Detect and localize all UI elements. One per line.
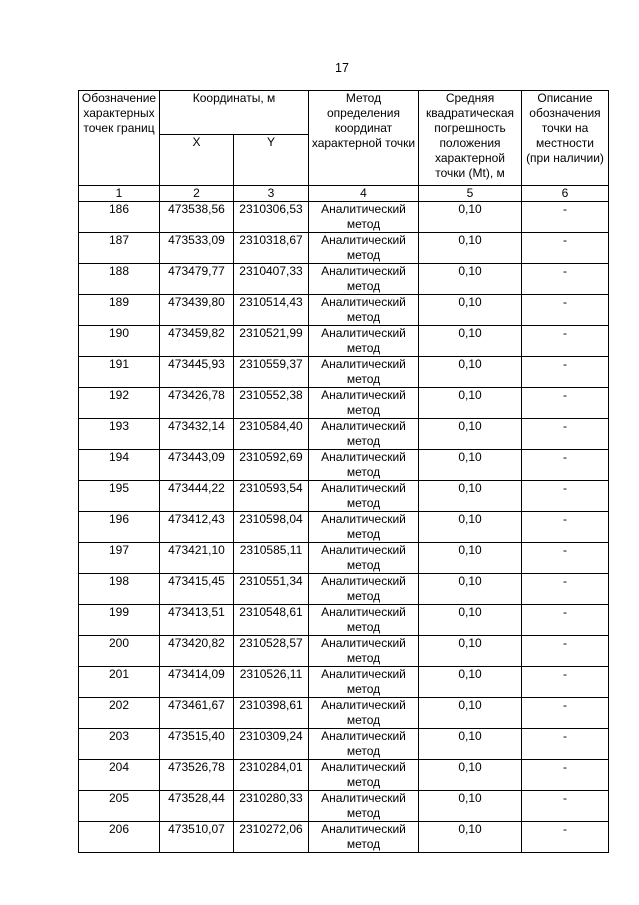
error-cell: 0,10 [419,791,522,822]
coord-y: 2310284,01 [234,760,309,791]
coord-x: 473414,09 [160,667,234,698]
method-cell: Аналитический метод [309,605,419,636]
table-row [79,791,609,822]
table-row [79,388,609,419]
coord-y: 2310598,04 [234,512,309,543]
coord-y: 2310407,33 [234,264,309,295]
table-row [79,698,609,729]
table-row [79,450,609,481]
error-cell: 0,10 [419,202,522,233]
error-cell: 0,10 [419,729,522,760]
point-id: 188 [79,264,160,295]
table-row [79,264,609,295]
coord-x: 473479,77 [160,264,234,295]
method-cell: Аналитический метод [309,729,419,760]
coord-y: 2310584,40 [234,419,309,450]
coord-y: 2310398,61 [234,698,309,729]
method-cell: Аналитический метод [309,264,419,295]
error-cell: 0,10 [419,233,522,264]
coord-x: 473538,56 [160,202,234,233]
coord-x: 473415,45 [160,574,234,605]
col-number: 4 [309,186,419,202]
coord-y: 2310521,99 [234,326,309,357]
method-cell: Аналитический метод [309,512,419,543]
description-cell: - [522,605,609,636]
coord-y: 2310514,43 [234,295,309,326]
coord-y: 2310552,38 [234,388,309,419]
table-row [79,357,609,388]
table-row [79,760,609,791]
point-id: 191 [79,357,160,388]
description-cell: - [522,326,609,357]
point-id: 189 [79,295,160,326]
method-cell: Аналитический метод [309,419,419,450]
point-id: 196 [79,512,160,543]
coordinates-table [78,90,609,853]
col-number: 1 [79,186,160,202]
error-cell: 0,10 [419,326,522,357]
coord-y: 2310548,61 [234,605,309,636]
coord-x: 473510,07 [160,822,234,853]
method-cell: Аналитический метод [309,698,419,729]
coord-y: 2310306,53 [234,202,309,233]
description-cell: - [522,388,609,419]
error-cell: 0,10 [419,667,522,698]
error-cell: 0,10 [419,760,522,791]
error-cell: 0,10 [419,388,522,419]
point-id: 205 [79,791,160,822]
coord-x: 473445,93 [160,357,234,388]
coord-x: 473526,78 [160,760,234,791]
col-number: 6 [522,186,609,202]
point-id: 192 [79,388,160,419]
table-row [79,233,609,264]
header-x: X [160,135,234,186]
header-y: Y [234,135,309,186]
table-row [79,326,609,357]
header-coordinates: Координаты, м [160,91,309,135]
description-cell: - [522,450,609,481]
point-id: 204 [79,760,160,791]
method-cell: Аналитический метод [309,667,419,698]
method-cell: Аналитический метод [309,326,419,357]
description-cell: - [522,822,609,853]
table-row [79,295,609,326]
method-cell: Аналитический метод [309,543,419,574]
table-row [79,512,609,543]
point-id: 197 [79,543,160,574]
coord-x: 473461,67 [160,698,234,729]
coord-y: 2310280,33 [234,791,309,822]
point-id: 195 [79,481,160,512]
point-id: 200 [79,636,160,667]
col-number: 5 [419,186,522,202]
error-cell: 0,10 [419,512,522,543]
point-id: 199 [79,605,160,636]
table-body [79,202,609,853]
method-cell: Аналитический метод [309,481,419,512]
point-id: 190 [79,326,160,357]
method-cell: Аналитический метод [309,822,419,853]
point-id: 194 [79,450,160,481]
coord-y: 2310592,69 [234,450,309,481]
description-cell: - [522,667,609,698]
point-id: 187 [79,233,160,264]
header-method: Метод определения координат характерной точки [309,91,419,186]
description-cell: - [522,481,609,512]
page-number: 17 [335,61,349,75]
point-id: 206 [79,822,160,853]
table-row [79,822,609,853]
description-cell: - [522,729,609,760]
error-cell: 0,10 [419,822,522,853]
description-cell: - [522,295,609,326]
coord-x: 473412,43 [160,512,234,543]
table-row [79,729,609,760]
description-cell: - [522,574,609,605]
description-cell: - [522,760,609,791]
coord-x: 473443,09 [160,450,234,481]
method-cell: Аналитический метод [309,791,419,822]
coord-x: 473432,14 [160,419,234,450]
description-cell: - [522,233,609,264]
table-row [79,419,609,450]
method-cell: Аналитический метод [309,574,419,605]
description-cell: - [522,202,609,233]
method-cell: Аналитический метод [309,233,419,264]
table-row [79,636,609,667]
coord-x: 473533,09 [160,233,234,264]
method-cell: Аналитический метод [309,388,419,419]
error-cell: 0,10 [419,636,522,667]
col-number: 3 [234,186,309,202]
coord-x: 473515,40 [160,729,234,760]
description-cell: - [522,264,609,295]
method-cell: Аналитический метод [309,450,419,481]
description-cell: - [522,512,609,543]
coord-y: 2310272,06 [234,822,309,853]
table-row [79,605,609,636]
description-cell: - [522,791,609,822]
coord-x: 473528,44 [160,791,234,822]
error-cell: 0,10 [419,295,522,326]
point-id: 202 [79,698,160,729]
table-row [79,543,609,574]
coord-x: 473444,22 [160,481,234,512]
error-cell: 0,10 [419,419,522,450]
header-error: Средняя квадратическая погрешность положения характерной точки (Mt), м [419,91,522,186]
error-cell: 0,10 [419,264,522,295]
error-cell: 0,10 [419,574,522,605]
method-cell: Аналитический метод [309,202,419,233]
table-row [79,574,609,605]
table-row [79,667,609,698]
point-id: 193 [79,419,160,450]
method-cell: Аналитический метод [309,295,419,326]
coord-y: 2310585,11 [234,543,309,574]
col-number: 2 [160,186,234,202]
point-id: 198 [79,574,160,605]
error-cell: 0,10 [419,481,522,512]
coord-y: 2310528,57 [234,636,309,667]
header-description: Описание обозначения точки на местности (при наличии) [522,91,609,186]
coord-x: 473439,80 [160,295,234,326]
description-cell: - [522,698,609,729]
error-cell: 0,10 [419,450,522,481]
coord-x: 473413,51 [160,605,234,636]
description-cell: - [522,357,609,388]
header-point-label: Обозначение характерных точек границ [79,91,160,186]
coord-x: 473420,82 [160,636,234,667]
description-cell: - [522,636,609,667]
method-cell: Аналитический метод [309,357,419,388]
method-cell: Аналитический метод [309,760,419,791]
point-id: 201 [79,667,160,698]
coord-y: 2310318,67 [234,233,309,264]
error-cell: 0,10 [419,698,522,729]
point-id: 186 [79,202,160,233]
table-header [79,91,609,202]
point-id: 203 [79,729,160,760]
table-row [79,202,609,233]
error-cell: 0,10 [419,605,522,636]
error-cell: 0,10 [419,543,522,574]
coord-x: 473459,82 [160,326,234,357]
coord-x: 473421,10 [160,543,234,574]
table-row [79,481,609,512]
coord-y: 2310309,24 [234,729,309,760]
coord-x: 473426,78 [160,388,234,419]
coord-y: 2310551,34 [234,574,309,605]
coord-y: 2310593,54 [234,481,309,512]
description-cell: - [522,419,609,450]
error-cell: 0,10 [419,357,522,388]
coord-y: 2310526,11 [234,667,309,698]
header-col-numbers [79,186,609,202]
method-cell: Аналитический метод [309,636,419,667]
description-cell: - [522,543,609,574]
coord-y: 2310559,37 [234,357,309,388]
header-row-main [79,91,609,135]
